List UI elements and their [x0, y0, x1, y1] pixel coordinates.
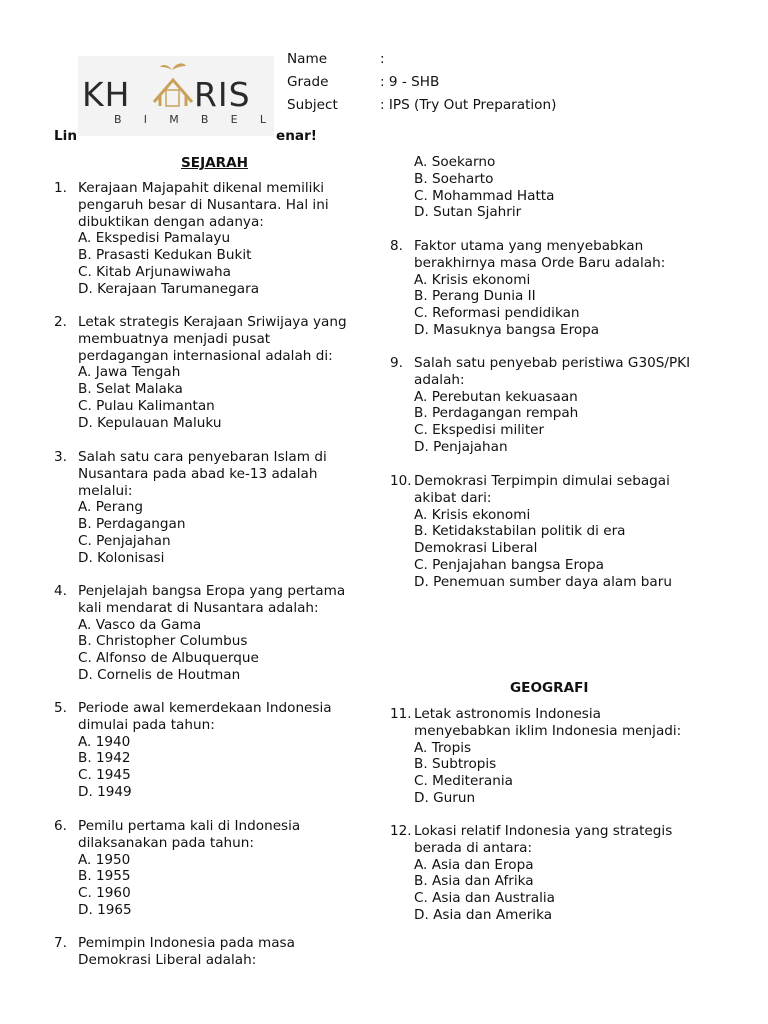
question-item [390, 706, 710, 807]
question-stem-line: perdagangan internasional adalah di: [78, 347, 333, 364]
question-stem-line: Faktor utama yang menyebabkan [414, 238, 644, 254]
question-stem-line: Salah satu penyebab peristiwa G30S/PKI [414, 355, 691, 371]
answer-option: C. Mohammad Hatta [414, 187, 555, 204]
question-item [54, 449, 374, 567]
question-stem-line: dimulai pada tahun: [78, 716, 215, 733]
question-stem-line: Letak astronomis Indonesia [414, 706, 601, 722]
answer-option: D. Masuknya bangsa Eropa [414, 321, 600, 338]
answer-option: B. Perang Dunia II [414, 288, 536, 305]
question-number: 7. [54, 935, 67, 951]
section-title-geografi: GEOGRAFI [510, 680, 589, 696]
question-number: 8. [390, 238, 403, 254]
question-stem [390, 823, 710, 857]
subject-label: Subject [287, 97, 338, 113]
question-item [390, 238, 710, 339]
grade-value: : 9 - SHB [380, 74, 440, 90]
question-stem [390, 473, 710, 507]
grade-label: Grade [287, 74, 329, 90]
answer-option: D. 1949 [78, 783, 132, 800]
answer-option: C. Asia dan Australia [414, 890, 555, 907]
question-stem-line: akibat dari: [414, 489, 492, 506]
question-stem [54, 583, 374, 617]
answer-option: D. Sutan Sjahrir [414, 204, 522, 221]
question-stem-line: Pemilu pertama kali di Indonesia [78, 818, 301, 834]
question-stem-line: Penjelajah bangsa Eropa yang pertama [78, 583, 346, 599]
question-stem-line: dibuktikan dengan adanya: [78, 213, 264, 230]
name-label: Name [287, 51, 328, 67]
question-stem-line: berakhirnya masa Orde Baru adalah: [414, 254, 666, 271]
answer-option: B. Soeharto [414, 170, 494, 187]
question-stem-line: dilaksanakan pada tahun: [78, 834, 254, 851]
answer-option: B. 1942 [78, 750, 131, 767]
logo-text-right: RIS [194, 75, 251, 114]
question-number: 3. [54, 449, 67, 465]
question-stem-line: Kerajaan Majapahit dikenal memiliki [78, 180, 325, 196]
answer-option: A. Asia dan Eropa [414, 856, 534, 873]
question-number: 6. [54, 818, 67, 834]
answer-option: A. Soekarno [414, 154, 496, 170]
answer-option: B. 1955 [78, 868, 131, 885]
question-stem-line: Demokrasi Terpimpin dimulai sebagai [414, 473, 670, 489]
question-stem-line: adalah: [414, 371, 465, 388]
answer-option: B. Selat Malaka [78, 381, 183, 398]
answer-option: D. Gurun [414, 789, 476, 806]
answer-option: C. Penjajahan bangsa Eropa [414, 556, 605, 573]
answer-option: A. Tropis [414, 739, 472, 756]
question-number: 5. [54, 700, 67, 716]
subject-value: : IPS (Try Out Preparation) [380, 97, 557, 113]
answer-option: C. 1960 [78, 885, 131, 902]
answer-option: D. Kolonisasi [78, 549, 165, 566]
question-number: 9. [390, 355, 403, 371]
question-stem-line: Letak strategis Kerajaan Sriwijaya yang [78, 314, 347, 330]
instruction-end: enar! [276, 128, 317, 144]
answer-option: C. 1945 [78, 767, 131, 784]
question-stem-line: berada di antara: [414, 839, 533, 856]
question-stem-line: Salah satu cara penyebaran Islam di [78, 449, 327, 465]
answer-option: D. Asia dan Amerika [414, 906, 553, 923]
answer-option: A. Vasco da Gama [78, 616, 202, 633]
name-value: : [380, 51, 385, 67]
answer-option: C. Reformasi pendidikan [414, 305, 580, 322]
answer-option: C. Penjajahan [78, 532, 171, 549]
answer-option: B. Prasasti Kedukan Bukit [78, 247, 252, 264]
answer-option: D. Kepulauan Maluku [78, 414, 222, 431]
answer-option: B. Asia dan Afrika [414, 873, 534, 890]
question-number: 2. [54, 314, 67, 330]
question-stem [390, 706, 710, 740]
answer-option: D. 1965 [78, 901, 132, 918]
question-number: 10. [390, 473, 412, 489]
question-stem-line: membuatnya menjadi pusat [78, 330, 271, 347]
question-item [54, 180, 374, 298]
question-number: 1. [54, 180, 67, 196]
instruction-start: Lin [54, 128, 77, 144]
answer-option: B. Perdagangan [78, 516, 186, 533]
answer-option: D. Penemuan sumber daya alam baru [414, 573, 672, 590]
logo-text-left: KH [82, 75, 131, 114]
answer-option: A. Ekspedisi Pamalayu [78, 230, 231, 247]
answer-option: A. 1950 [78, 851, 131, 868]
question-number: 4. [54, 583, 67, 599]
question-stem [390, 238, 710, 272]
question-item [390, 823, 710, 924]
question-stem [54, 935, 374, 969]
answer-option: C. Kitab Arjunawiwaha [78, 263, 231, 280]
answer-option: B. Subtropis [414, 756, 497, 773]
question-number: 11. [390, 706, 412, 722]
answer-option: A. Jawa Tengah [78, 364, 181, 381]
answer-option: A. Perang [78, 499, 143, 516]
answer-option: D. Kerajaan Tarumanegara [78, 280, 260, 297]
question-item [390, 154, 710, 221]
question-stem-line: kali mendarat di Nusantara adalah: [78, 599, 319, 616]
answer-option: C. Alfonso de Albuquerque [78, 650, 259, 667]
question-item [54, 583, 374, 684]
answer-option: D. Cornelis de Houtman [78, 666, 241, 683]
answer-option: C. Ekspedisi militer [414, 422, 545, 439]
answer-option: B. Perdagangan rempah [414, 405, 579, 422]
answer-option: C. Pulau Kalimantan [78, 397, 215, 414]
answer-option: A. Krisis ekonomi [414, 271, 531, 288]
question-stem [54, 314, 374, 364]
question-stem [390, 355, 710, 389]
kharis-bimbel-logo [78, 56, 274, 136]
answer-option: C. Mediterania [414, 773, 513, 790]
answer-option: D. Penjajahan [414, 438, 508, 455]
question-item [54, 314, 374, 432]
answer-option: A. Krisis ekonomi [414, 506, 531, 523]
logo-subtitle: B I M B E L [114, 113, 266, 126]
question-stem-line: Pemimpin Indonesia pada masa [78, 935, 295, 951]
section-title-sejarah: SEJARAH [181, 155, 249, 171]
question-stem [54, 818, 374, 852]
question-stem-line: Periode awal kemerdekaan Indonesia [78, 700, 332, 716]
question-item [390, 473, 710, 591]
answer-option: B. Christopher Columbus [78, 633, 248, 650]
question-stem [54, 449, 374, 499]
answer-option: Demokrasi Liberal [414, 540, 538, 557]
question-stem [54, 180, 374, 230]
question-stem-line: Lokasi relatif Indonesia yang strategis [414, 823, 673, 839]
question-stem-line: melalui: [78, 482, 133, 499]
question-number: 12. [390, 823, 412, 839]
question-stem-line: pengaruh besar di Nusantara. Hal ini [78, 196, 329, 213]
question-item [54, 818, 374, 919]
answer-option: B. Ketidakstabilan politik di era [414, 523, 626, 540]
question-stem-line: Demokrasi Liberal adalah: [78, 951, 257, 968]
answer-option: A. 1940 [78, 733, 131, 750]
question-item [390, 355, 710, 456]
question-stem-line: menyebabkan iklim Indonesia menjadi: [414, 722, 682, 739]
question-item [54, 700, 374, 801]
question-stem [54, 700, 374, 734]
answer-option: A. Perebutan kekuasaan [414, 388, 578, 405]
question-item [54, 935, 374, 969]
question-stem-line: Nusantara pada abad ke-13 adalah [78, 465, 318, 482]
